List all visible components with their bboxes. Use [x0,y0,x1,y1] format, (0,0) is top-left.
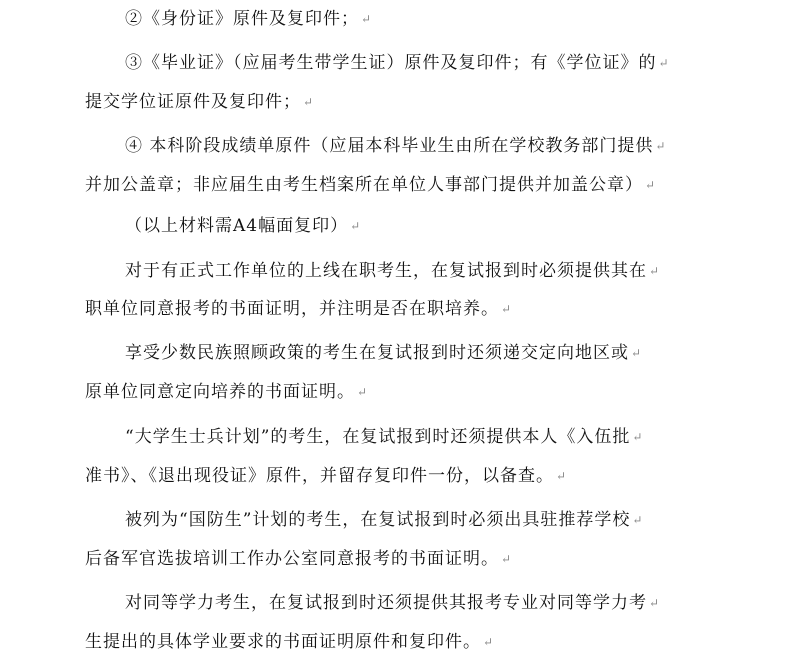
text-line [85,548,511,570]
line-text: 提交学位证原件及复印件； [85,92,301,112]
text-line [125,260,659,282]
line-text: 享受少数民族照顾政策的考生在复试报到时还须递交定向地区或 [125,343,629,363]
text-line [125,135,665,157]
line-text: 对同等学力考生，在复试报到时还须提供其报考专业对同等学力考 [125,593,647,613]
paragraph-mark-icon: ↵ [303,95,314,109]
paragraph-mark-icon: ↵ [649,264,660,278]
paragraph-mark-icon: ↵ [632,430,643,444]
paragraph-mark-icon: ↵ [501,302,512,316]
text-line [85,174,655,196]
line-text: 原单位同意定向培养的书面证明。 [85,382,355,402]
text-line [125,509,642,531]
text-line [125,215,360,237]
text-line [85,465,566,487]
line-text: 生提出的具体学业要求的书面证明原件和复印件。 [85,632,481,652]
text-line [85,381,367,403]
text-line [125,8,371,30]
paragraph-mark-icon: ↵ [361,12,372,26]
text-line [85,91,313,113]
paragraph-mark-icon: ↵ [631,346,642,360]
line-text: “大学生士兵计划”的考生，在复试报到时还须提供本人《入伍批 [125,427,631,447]
line-text: ④ 本科阶段成绩单原件（应届本科毕业生由所在学校教务部门提供 [125,136,654,156]
text-line [125,52,669,74]
paragraph-mark-icon: ↵ [556,469,567,483]
paragraph-mark-icon: ↵ [632,513,643,527]
line-text: 对于有正式工作单位的上线在职考生，在复试报到时必须提供其在 [125,261,647,281]
line-text: 职单位同意报考的书面证明，并注明是否在职培养。 [85,299,499,319]
paragraph-mark-icon: ↵ [501,552,512,566]
line-text: ②《身份证》原件及复印件； [125,9,359,29]
line-text: ③《毕业证》（应届考生带学生证）原件及复印件；有《学位证》的 [125,53,657,73]
paragraph-mark-icon: ↵ [645,178,656,192]
text-line [125,342,641,364]
text-line [85,298,511,320]
paragraph-mark-icon: ↵ [658,56,669,70]
text-line [125,426,642,448]
text-line [125,592,659,614]
paragraph-mark-icon: ↵ [483,635,494,649]
paragraph-mark-icon: ↵ [357,385,368,399]
line-text: 准书》、《退出现役证》原件，并留存复印件一份，以备查。 [85,466,554,486]
line-text: （以上材料需A4幅面复印） [125,216,349,236]
paragraph-mark-icon: ↵ [649,596,660,610]
text-line [85,631,493,653]
paragraph-mark-icon: ↵ [655,139,666,153]
line-text: 并加公盖章；非应届生由考生档案所在单位人事部门提供并加盖公章） [85,175,643,195]
line-text: 被列为“国防生”计划的考生，在复试报到时必须出具驻推荐学校 [125,510,631,530]
line-text: 后备军官选拔培训工作办公室同意报考的书面证明。 [85,549,499,569]
paragraph-mark-icon: ↵ [350,219,361,233]
